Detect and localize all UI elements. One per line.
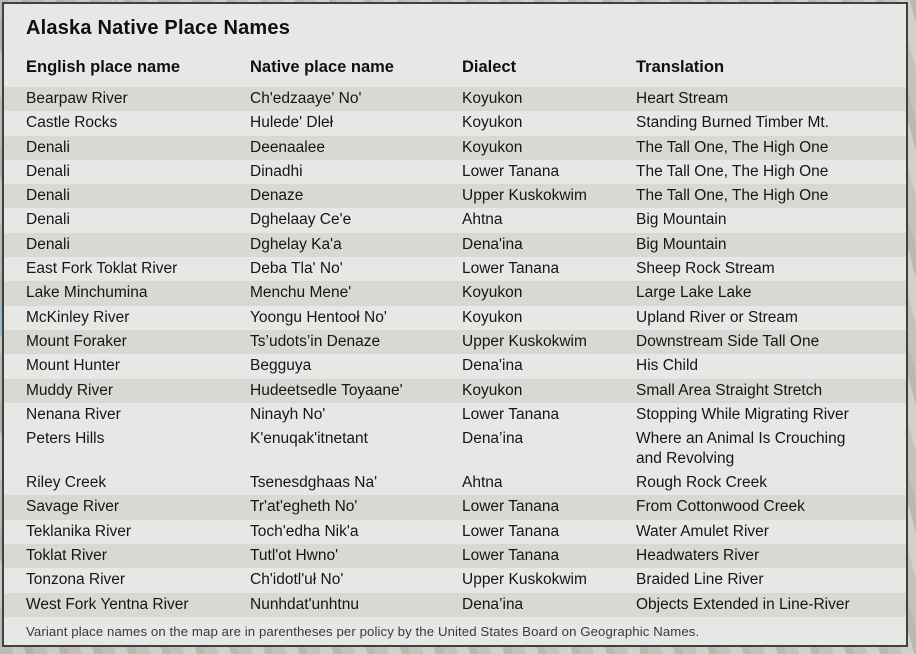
table-row <box>4 379 906 403</box>
cell-translation: The Tall One, The High One <box>636 187 829 205</box>
cell-native: Tutl'ot Hwno' <box>250 547 339 565</box>
cell-dialect: Koyukon <box>462 284 523 302</box>
cell-translation: Rough Rock Creek <box>636 474 767 492</box>
cell-native: Deenaalee <box>250 138 325 156</box>
cell-translation: Downstream Side Tall One <box>636 332 820 350</box>
cell-dialect: Upper Kuskokwim <box>462 571 587 589</box>
cell-translation: Sheep Rock Stream <box>636 260 775 278</box>
cell-native: Dinadhi <box>250 162 303 180</box>
cell-dialect: Koyukon <box>462 308 523 326</box>
cell-dialect: Lower Tanana <box>462 162 560 180</box>
cell-translation: From Cottonwood Creek <box>636 498 805 516</box>
cell-translation: Stopping While Migrating River <box>636 405 849 423</box>
cell-native: Ch'edzaaye' No' <box>250 90 362 107</box>
cell-native: Dghelay Ka'a <box>250 235 342 253</box>
table-row <box>4 403 906 427</box>
cell-english: Denali <box>26 211 70 229</box>
cell-translation: Objects Extended in Line-River <box>636 595 850 613</box>
table-row <box>4 354 906 378</box>
cell-dialect: Dena'ina <box>462 235 523 253</box>
cell-english: Savage River <box>26 498 120 516</box>
table-row <box>4 471 906 495</box>
cell-native: Ninayh No' <box>250 405 326 423</box>
panel-title: Alaska Native Place Names <box>26 17 291 39</box>
cell-english: Denali <box>26 235 70 253</box>
cell-english: Bearpaw River <box>26 90 128 107</box>
cell-native: Begguya <box>250 357 312 375</box>
table-row <box>4 330 906 354</box>
table-row <box>4 87 906 111</box>
cell-english: Teklanika River <box>26 522 132 540</box>
cell-english: Peters Hills <box>26 430 105 448</box>
cell-translation: Where an Animal Is Crouching and Revolving <box>636 430 846 468</box>
place-names-panel <box>2 2 908 647</box>
table-row <box>4 160 906 184</box>
cell-dialect: Dena’ina <box>462 430 524 448</box>
cell-english: East Fork Toklat River <box>26 260 178 278</box>
cell-native: K'enuqak'itnetant <box>250 430 368 448</box>
table-row <box>4 593 906 617</box>
column-header-english: English place name <box>26 58 181 76</box>
column-header-translation: Translation <box>636 58 725 76</box>
table-row <box>4 257 906 281</box>
table-row <box>4 544 906 568</box>
cell-translation: Water Amulet River <box>636 522 769 540</box>
cell-dialect: Lower Tanana <box>462 522 560 540</box>
cell-native: Toch'edha Nik'a <box>250 522 359 540</box>
cell-english: Tonzona River <box>26 571 126 589</box>
cell-translation: Big Mountain <box>636 211 727 229</box>
cell-dialect: Dena'ina <box>462 357 523 375</box>
cell-translation: Headwaters River <box>636 547 760 565</box>
table-row <box>4 208 906 232</box>
cell-native: Denaze <box>250 187 304 205</box>
cell-english: West Fork Yentna River <box>26 595 189 613</box>
cell-english: Lake Minchumina <box>26 284 148 302</box>
table-row <box>4 520 906 544</box>
cell-english: Muddy River <box>26 381 113 399</box>
cell-translation: Heart Stream <box>636 90 729 107</box>
footer-note: Variant place names on the map are in parentheses per policy by the United States Board on Geographic Names. <box>26 624 700 639</box>
cell-translation: Upland River or Stream <box>636 308 798 326</box>
cell-english: Nenana River <box>26 405 121 423</box>
column-header-native: Native place name <box>250 58 394 76</box>
cell-native: Menchu Mene' <box>250 284 352 302</box>
cell-english: Mount Hunter <box>26 357 120 375</box>
cell-native: Deba Tla' No' <box>250 260 343 278</box>
cell-english: Denali <box>26 138 70 156</box>
cell-english: Mount Foraker <box>26 332 127 350</box>
cell-native: Ch'idotl'uł No' <box>250 571 344 589</box>
cell-translation: Big Mountain <box>636 235 727 253</box>
table-row <box>4 427 906 471</box>
cell-native: Tr'at'egheth No' <box>250 498 358 516</box>
cell-native: Yoongu Hentooł No' <box>250 308 387 326</box>
cell-english: Denali <box>26 187 70 205</box>
cell-dialect: Lower Tanana <box>462 547 560 565</box>
table-row <box>4 306 906 330</box>
cell-dialect: Lower Tanana <box>462 260 560 278</box>
cell-dialect: Ahtna <box>462 211 503 229</box>
cell-native: Hulede' Dleł <box>250 114 334 132</box>
cell-translation: Large Lake Lake <box>636 284 752 302</box>
cell-english: Castle Rocks <box>26 114 118 132</box>
cell-translation: The Tall One, The High One <box>636 138 829 156</box>
table-header-row <box>4 58 906 77</box>
cell-translation: His Child <box>636 357 699 375</box>
cell-dialect: Dena’ina <box>462 595 524 613</box>
cell-dialect: Koyukon <box>462 138 523 156</box>
cell-dialect: Upper Kuskokwim <box>462 332 587 350</box>
cell-native: Hudeetsedle Toyaane' <box>250 381 403 399</box>
cell-english: Denali <box>26 162 70 180</box>
cell-dialect: Upper Kuskokwim <box>462 187 587 205</box>
cell-dialect: Ahtna <box>462 474 503 492</box>
cell-dialect: Lower Tanana <box>462 405 560 423</box>
cell-dialect: Koyukon <box>462 90 523 107</box>
table-body <box>4 87 906 617</box>
cell-dialect: Koyukon <box>462 381 523 399</box>
cell-native: Nunhdat'unhtnu <box>250 595 359 613</box>
table-row <box>4 184 906 208</box>
cell-dialect: Lower Tanana <box>462 498 560 516</box>
column-header-dialect: Dialect <box>462 58 517 76</box>
table-row <box>4 568 906 592</box>
cell-native: Ts’udots’in Denaze <box>250 332 381 350</box>
table-row <box>4 111 906 135</box>
table-row <box>4 233 906 257</box>
cell-translation: The Tall One, The High One <box>636 162 829 180</box>
cell-translation: Standing Burned Timber Mt. <box>636 114 829 132</box>
table-row <box>4 495 906 519</box>
cell-native: Dghelaay Ce'e <box>250 211 352 229</box>
cell-english: McKinley River <box>26 308 130 326</box>
cell-translation: Braided Line River <box>636 571 764 589</box>
cell-translation: Small Area Straight Stretch <box>636 381 823 399</box>
table-row <box>4 281 906 305</box>
cell-english: Riley Creek <box>26 474 107 492</box>
cell-dialect: Koyukon <box>462 114 523 132</box>
cell-english: Toklat River <box>26 547 107 565</box>
table-row <box>4 136 906 160</box>
cell-native: Tsenesdghaas Na' <box>250 474 378 492</box>
